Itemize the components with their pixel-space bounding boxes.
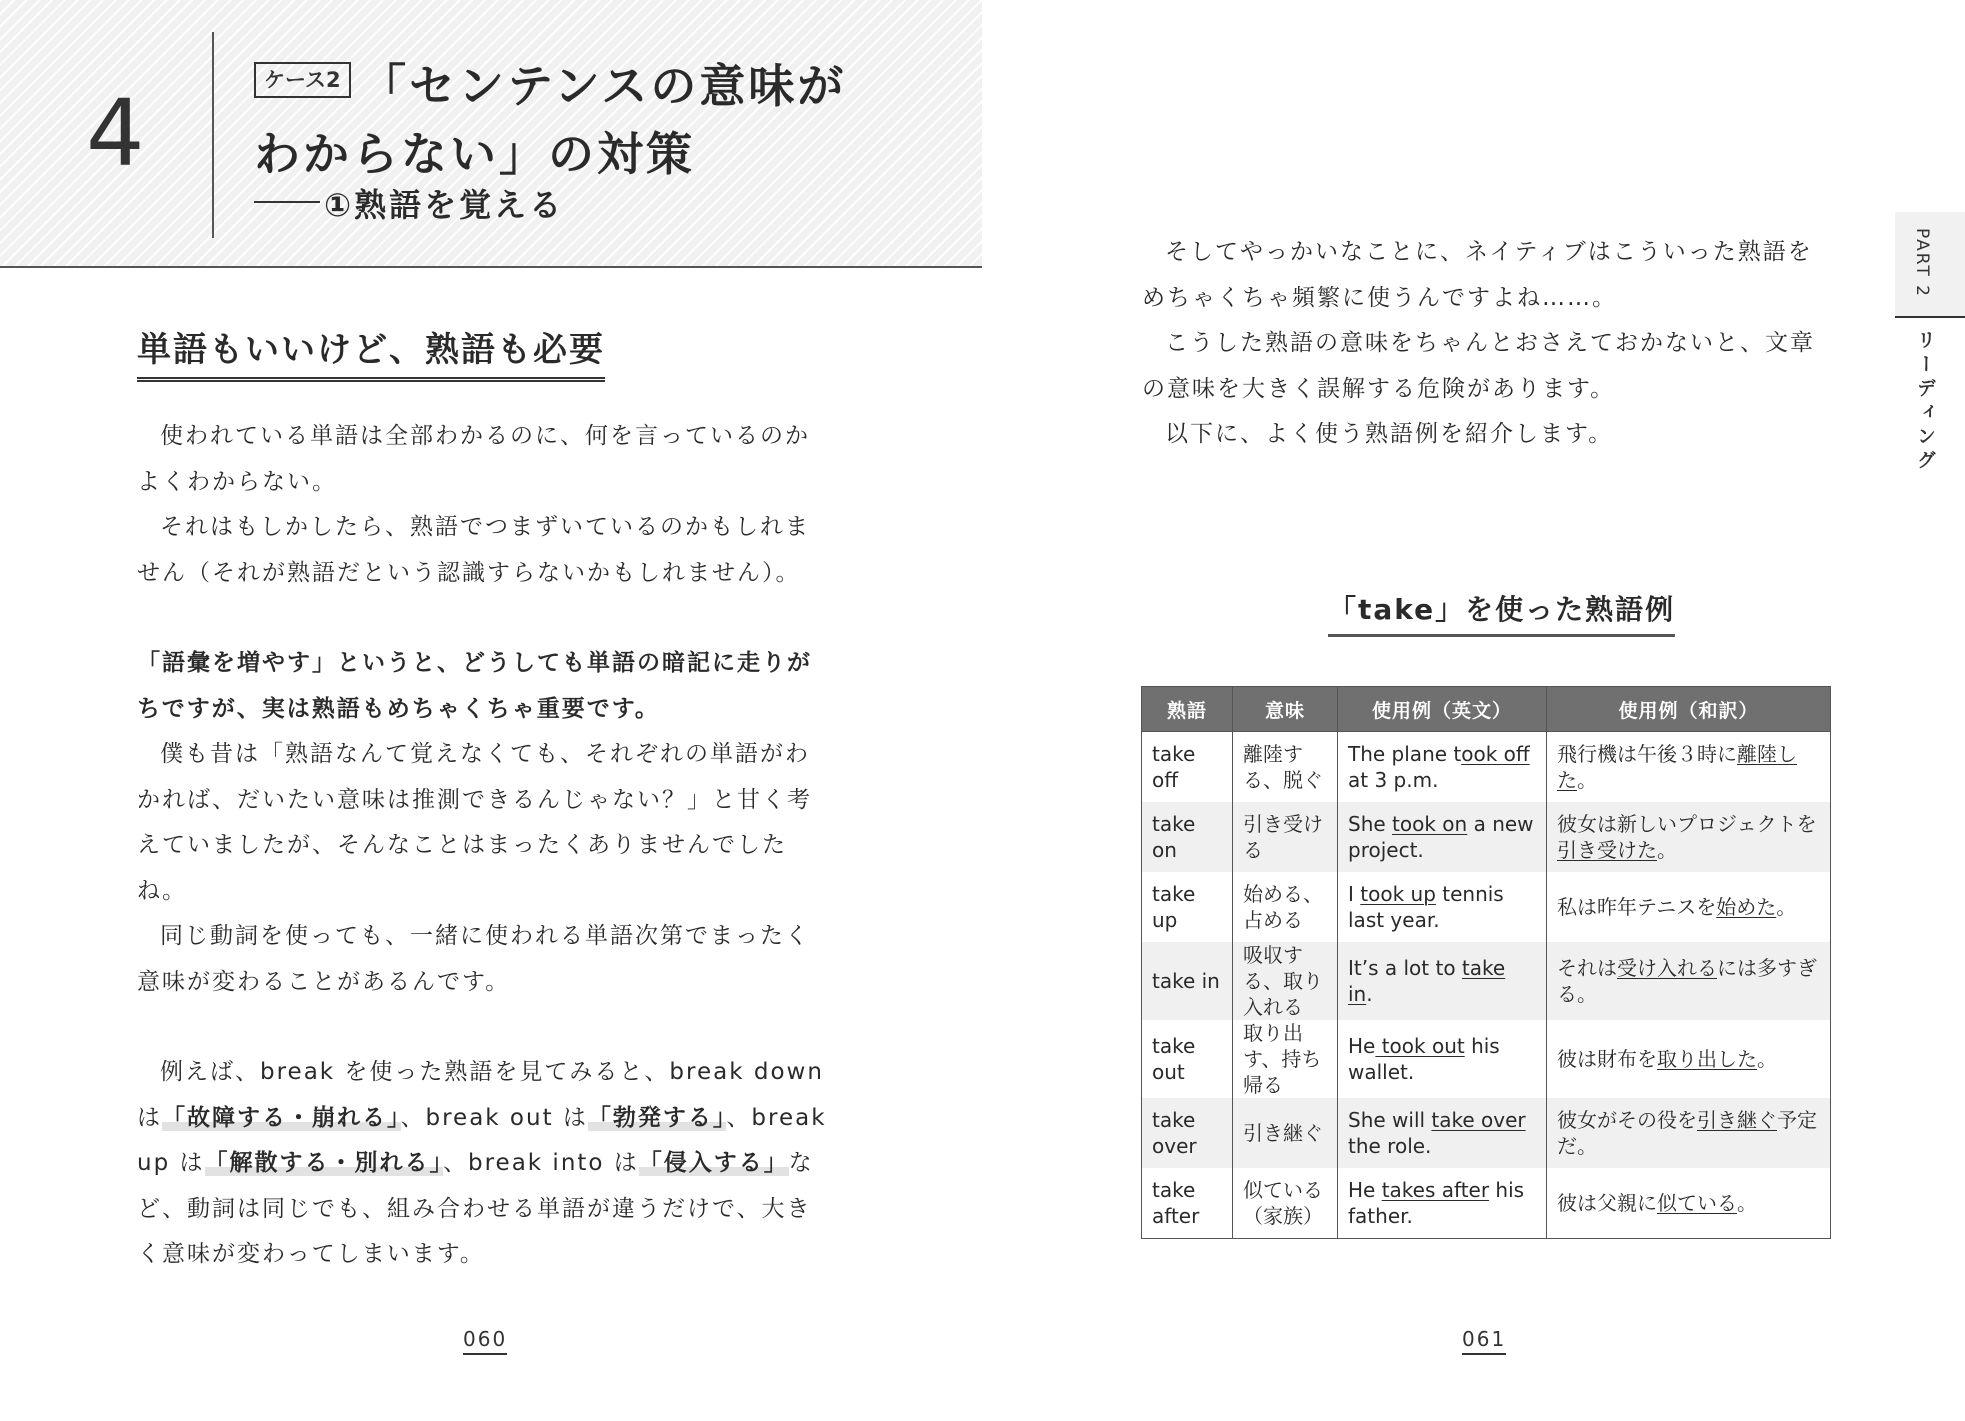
highlight-phrase: 「解散する・別れる」 <box>204 1150 443 1176</box>
meaning-cell: 離陸する、脱ぐ <box>1233 732 1338 803</box>
example-text: 。 <box>1737 1191 1757 1215</box>
column-header: 意味 <box>1233 687 1338 732</box>
example-ja-cell <box>1547 732 1831 803</box>
underlined-phrase: took out <box>1375 1034 1465 1058</box>
text-span: 、break into は <box>443 1150 639 1176</box>
paragraph <box>137 1050 827 1278</box>
example-en-cell <box>1338 802 1547 872</box>
underlined-phrase: 始めた <box>1716 895 1777 919</box>
example-en-cell <box>1338 1020 1547 1098</box>
page-number-left: 060 <box>463 1327 507 1355</box>
table-body <box>1142 732 1831 1239</box>
example-en-cell <box>1338 942 1547 1020</box>
example-ja-cell <box>1547 1020 1831 1098</box>
example-text: his father. <box>1348 1178 1525 1228</box>
example-text: the role. <box>1348 1134 1432 1158</box>
paragraph: こうした熟語の意味をちゃんとおさえておかないと、文章の意味を大きく誤解する危険があります。 <box>1142 330 1815 402</box>
phrase-cell: take in <box>1142 942 1233 1020</box>
table-row <box>1142 1168 1831 1239</box>
example-text: 彼は財布を <box>1557 1047 1657 1071</box>
paragraph: 同じ動詞を使っても、一緒に使われる単語次第でまったく意味が変わることがあるんです。 <box>137 923 810 995</box>
example-ja-cell <box>1547 942 1831 1020</box>
phrase-cell: take over <box>1142 1098 1233 1168</box>
example-en-cell <box>1338 732 1547 803</box>
underlined-phrase: 引き受けた <box>1557 838 1657 862</box>
phrase-table <box>1141 686 1831 1239</box>
example-text: . <box>1366 982 1373 1006</box>
table-row <box>1142 872 1831 942</box>
phrase-cell: take out <box>1142 1020 1233 1098</box>
example-text: She <box>1348 812 1393 836</box>
meaning-cell: 吸収する、取り入れる <box>1233 942 1338 1020</box>
highlight-phrase: 「故障する・崩れる」 <box>162 1104 401 1131</box>
side-tab-part-label: PART 2 <box>1912 228 1932 298</box>
side-section-label: リーディング <box>1914 330 1936 474</box>
example-text: a new project. <box>1348 812 1534 862</box>
column-header: 熟語 <box>1142 687 1233 732</box>
example-text: I <box>1348 882 1361 906</box>
underlined-phrase: take over <box>1431 1108 1526 1132</box>
text-span: など、動詞は同じでも、組み合わせる単語が違うだけで、大きく意味が変わってしまいます。 <box>137 1150 814 1267</box>
header-divider <box>212 32 214 238</box>
underlined-phrase: ook off <box>1461 742 1530 766</box>
right-body-text <box>1142 230 1832 458</box>
example-text: 彼女がその役を <box>1557 1108 1697 1132</box>
underlined-phrase: 似ている <box>1657 1191 1737 1215</box>
example-text: 。 <box>1776 895 1797 919</box>
underlined-phrase: took on <box>1392 812 1468 836</box>
phrase-cell: take on <box>1142 802 1233 872</box>
table-row <box>1142 732 1831 803</box>
table-row <box>1142 942 1831 1020</box>
chapter-title-line2: わからない」の対策 <box>254 127 695 181</box>
example-text: 彼は父親に <box>1557 1191 1657 1215</box>
example-text: には多すぎる。 <box>1557 956 1817 1006</box>
text-span: 、break up は <box>137 1104 827 1176</box>
chapter-title-line1: 「センテンスの意味が <box>360 59 847 113</box>
chapter-number: 4 <box>86 80 145 187</box>
left-page <box>0 0 982 1421</box>
phrase-cell: take up <box>1142 872 1233 942</box>
table-row <box>1142 1098 1831 1168</box>
example-ja-cell <box>1547 802 1831 872</box>
underlined-phrase: takes after <box>1381 1178 1490 1202</box>
column-header: 使用例（英文） <box>1338 687 1547 732</box>
example-ja-cell <box>1547 1168 1831 1239</box>
case-tag: ケース2 <box>254 62 351 98</box>
underlined-phrase: 引き継ぐ <box>1697 1108 1777 1132</box>
example-text: his wallet. <box>1348 1034 1500 1084</box>
example-en-cell <box>1338 1168 1547 1239</box>
meaning-cell: 始める、占める <box>1233 872 1338 942</box>
table-row <box>1142 1020 1831 1098</box>
table-row <box>1142 802 1831 872</box>
example-ja-cell <box>1547 872 1831 942</box>
side-tab-divider <box>1895 316 1965 318</box>
example-text: tennis last year. <box>1348 882 1504 932</box>
meaning-cell: 取り出す、持ち帰る <box>1233 1020 1338 1098</box>
example-text: He <box>1348 1178 1382 1202</box>
underlined-phrase: 取り出した <box>1657 1047 1757 1071</box>
example-en-cell <box>1338 872 1547 942</box>
example-text: 。 <box>1657 838 1677 862</box>
underlined-phrase: 受け入れる <box>1617 956 1717 980</box>
section-heading: 単語もいいけど、熟語も必要 <box>137 322 605 382</box>
example-ja-cell <box>1547 1098 1831 1168</box>
highlight-phrase: 「侵入する」 <box>638 1150 789 1176</box>
example-text: at 3 p.m. <box>1348 768 1439 792</box>
underlined-phrase: 離陸した <box>1557 742 1797 792</box>
chapter-subtitle: ①熟語を覚える <box>324 186 565 224</box>
example-text: It’s a lot to <box>1348 956 1462 980</box>
underlined-phrase: take in <box>1348 956 1506 1006</box>
table-header-row <box>1142 687 1831 732</box>
meaning-cell: 引き受ける <box>1233 802 1338 872</box>
paragraph: 僕も昔は「熟語なんて覚えなくても、それぞれの単語がわかれば、だいたい意味は推測できるんじゃない？」と甘く考えていましたが、そんなことはまったくありませんでしたね。 <box>137 741 812 904</box>
paragraph: 使われている単語は全部わかるのに、何を言っているのかよくわからない。 <box>137 423 810 495</box>
example-text: 私は昨年テニスを <box>1557 895 1717 919</box>
column-header: 使用例（和訳） <box>1547 687 1831 732</box>
emphasis-paragraph: 「語彙を増やす」というと、どうしても単語の暗記に走りがちですが、実は熟語もめちゃくちゃ重要です。 <box>137 650 812 722</box>
page-number-right: 061 <box>1462 1327 1506 1355</box>
left-body-text <box>137 414 827 1278</box>
meaning-cell: 引き継ぐ <box>1233 1098 1338 1168</box>
highlight-phrase: 「勃発する」 <box>587 1104 727 1131</box>
example-en-cell <box>1338 1098 1547 1168</box>
example-text: 飛行機は午後３時に <box>1557 742 1737 766</box>
text-span: 、break out は <box>400 1104 588 1131</box>
paragraph: そしてやっかいなことに、ネイティブはこういった熟語をめちゃくちゃ頻繁に使うんですよね……。 <box>1142 239 1813 311</box>
underlined-phrase: took up <box>1360 882 1436 906</box>
phrase-cell: take after <box>1142 1168 1233 1239</box>
example-text: 予定だ。 <box>1557 1108 1817 1158</box>
phrase-cell: take off <box>1142 732 1233 803</box>
text-span: 例えば、break を使った熟語を見てみると、break down は <box>137 1059 824 1131</box>
example-text: The plane t <box>1348 742 1462 766</box>
example-text: He <box>1348 1034 1376 1058</box>
paragraph: それはもしかしたら、熟語でつまずいているのかもしれません（それが熟語だという認識すらないかもしれません）。 <box>137 514 810 586</box>
example-text: She will <box>1348 1108 1432 1132</box>
example-text: 。 <box>1757 1047 1777 1071</box>
meaning-cell: 似ている（家族） <box>1233 1168 1338 1239</box>
table-title: 「take」を使った熟語例 <box>1328 588 1675 637</box>
example-text: 彼女は新しいプロジェクトを <box>1557 812 1817 836</box>
paragraph: 以下に、よく使う熟語例を紹介します。 <box>1165 421 1614 447</box>
example-text: 。 <box>1577 768 1597 792</box>
subtitle-dash <box>254 201 320 203</box>
example-text: それは <box>1557 956 1617 980</box>
